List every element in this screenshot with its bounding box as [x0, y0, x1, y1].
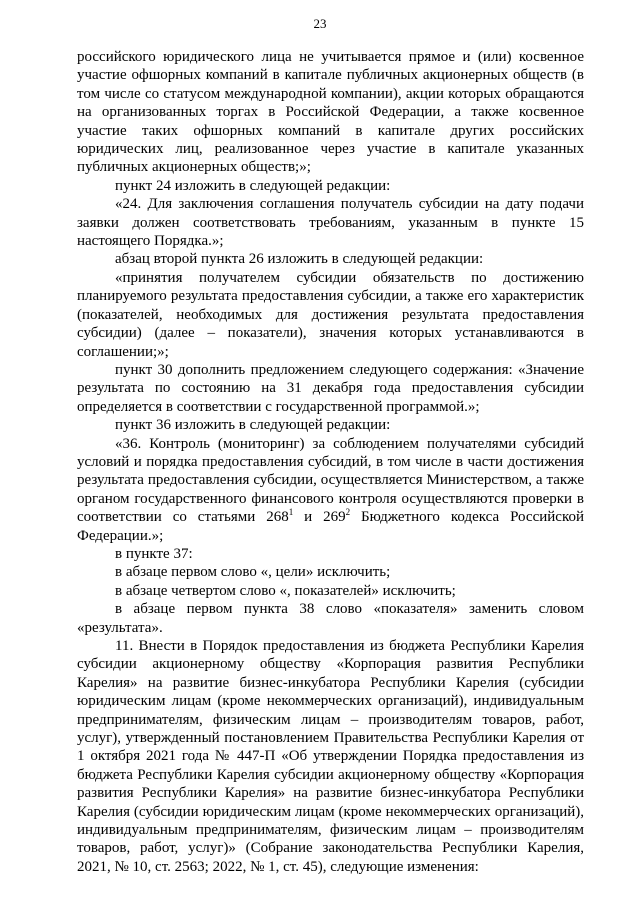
footnote-superscript-2: 2 — [345, 507, 351, 518]
document-body — [77, 48, 584, 876]
item-36-text-middle: и 269 — [293, 509, 346, 526]
page-number: 23 — [313, 16, 327, 31]
paragraph-item-37-instruction: в пункте 37: — [115, 545, 193, 562]
paragraph-item-24-text: «24. Для заключения соглашения получатель субсидии на дату подачи заявки должен соответствовать требованиям, указанным в пункте 15 настоящего Порядка.»; — [77, 196, 584, 250]
paragraph-item-26-text: «принятия получателем субсидии обязательств по достижению планируемого результата предоставления субсидии, а также его характеристик (показателей, необходимых для достижения результата предоставления субсидии) (далее – показатели), значения которых устанавливаются в соглашении;»; — [77, 269, 584, 360]
paragraph-item-38: в абзаце первом пункта 38 слово «показателя» заменить словом «результата». — [77, 601, 584, 636]
paragraph-item-37-fourth: в абзаце четвертом слово «, показателей» исключить; — [115, 582, 456, 599]
paragraph-item-37-first: в абзаце первом слово «, цели» исключить; — [115, 564, 391, 581]
footnote-superscript-1: 1 — [288, 507, 294, 518]
paragraph-continuation: российского юридического лица не учитывается прямое и (или) косвенное участие офшорных компаний в капитале публичных акционерных обществ (в том числе со статусом международной компании), акции которых обращаются на организованных торгах в Российской Федерации, а также косвенное участие таких офшорных компаний в капитале других российских юридических лиц, реализованное через участие в капитале указанных публичных акционерных обществ;»; — [77, 49, 584, 176]
paragraph-item-36-text — [77, 435, 584, 545]
paragraph-item-36-instruction: пункт 36 изложить в следующей редакции: — [115, 417, 391, 434]
item-36-text-end: Бюджетного кодекса Российской Федерации.»; — [77, 509, 585, 544]
paragraph-section-11: 11. Внести в Порядок предоставления из бюджета Республики Карелия субсидии акционерному обществу «Корпорация развития Республики Карелия» на развитие бизнес-инкубатора Республики Карелия (субсидии юридическим лицам (кроме некоммерческих организаций), индивидуальным предпринимателям, физическим лицам – производителям товаров, работ, услуг), утвержденный постановлением Правительства Республики Карелия от 1 октября 2021 года № 447-П «Об утверждении Порядка предоставления из бюджета Республики Карелия субсидии акционерному обществу «Корпорация развития Республики Карелия» на развитие бизнес-инкубатора Республики Карелия (субсидии юридическим лицам (кроме некоммерческих организаций), индивидуальным предпринимателям, физическим лицам – производителям товаров, работ, услуг)» (Собрание законодательства Республики Карелия, 2021, № 10, ст. 2563; 2022, № 1, ст. 45), следующие изменения: — [77, 638, 584, 875]
paragraph-item-24-instruction: пункт 24 изложить в следующей редакции: — [115, 177, 391, 194]
paragraph-item-26-instruction: абзац второй пункта 26 изложить в следующей редакции: — [115, 251, 484, 268]
paragraph-item-30: пункт 30 дополнить предложением следующего содержания: «Значение результата по состоянию на 31 декабря года предоставления субсидии определяется в соответствии с государственной программой.»; — [77, 361, 584, 415]
item-36-text-start: «36. Контроль (мониторинг) за соблюдением получателями субсидий условий и порядка предоставления субсидий, в том числе в части достижения результата предоставления субсидии, осуществляется Министерством, а также органом государственного финансового контроля осуществляются проверки в соответствии со статьями 268 — [77, 435, 584, 526]
